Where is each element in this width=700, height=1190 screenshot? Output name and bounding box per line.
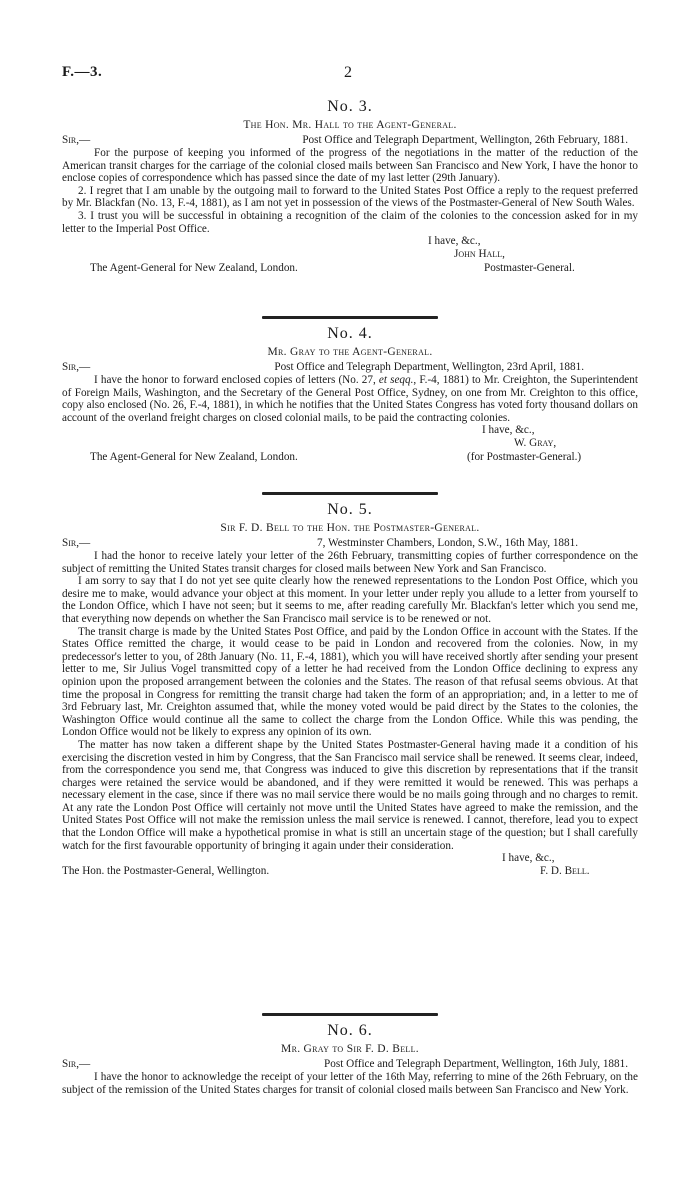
section-divider <box>262 492 438 495</box>
salutation: Sir,— <box>62 537 91 549</box>
letter-number: No. 4. <box>327 325 373 342</box>
paragraph: I have the honor to forward enclosed copies of letters (No. 27, et seqq., F.-4, 1881) to Mr. Creighton, the Superintendent of Foreign Mails, Washington, and the Secretary of the General Post Office, Sydney, on one from Mr. Creighton to this office, copy also enclosed (No. 26, F.-4, 1881), in which he notifies that the United States Congress has voted forty thousand dollars on account of the overland freight charges on closed colonial mails, to be paid the contracting colonies. <box>62 374 638 424</box>
salutation: Sir,— <box>62 134 91 146</box>
signature-block <box>62 235 638 275</box>
letter-address: Post Office and Telegraph Department, Wellington, 16th July, 1881. <box>324 1058 628 1070</box>
letter-number: No. 3. <box>327 98 373 115</box>
letter-no-5 <box>62 501 638 880</box>
closing: I have, &c., <box>428 235 481 248</box>
section-divider <box>262 316 438 319</box>
signer: John Hall, <box>454 248 505 261</box>
letter-heading: Mr. Gray to the Agent-General. <box>267 346 433 358</box>
signer-title: Postmaster-General. <box>484 262 575 275</box>
letter-number: No. 5. <box>327 501 373 518</box>
addressee: The Agent-General for New Zealand, London. <box>90 451 298 464</box>
closing: I have, &c., <box>482 424 535 437</box>
closing: I have, &c., <box>502 852 555 865</box>
letter-no-4 <box>62 325 638 464</box>
signer: F. D. Bell. <box>540 865 590 878</box>
letter-no-3 <box>62 98 638 275</box>
salutation: Sir,— <box>62 1058 91 1070</box>
paragraph: For the purpose of keeping you informed of the progress of the negotiations in the matter of the reduction of the American transit charges for the carriage of the colonial closed mails between San Francisco and New York, I have the honor to enclose copies of correspondence which has passed since the date of my last letter (29th January). <box>62 147 638 185</box>
letter-body <box>62 1071 638 1096</box>
page-header <box>62 64 662 84</box>
paragraph: 2. I regret that I am unable by the outgoing mail to forward to the United States Post Office a reply to the request preferred by Mr. Blackfan (No. 13, F.-4, 1881), as I am not yet in possession of the views of the Postmaster-General of New South Wales. <box>62 184 638 210</box>
signer-title: (for Postmaster-General.) <box>467 451 582 464</box>
letter-address: Post Office and Telegraph Department, Wellington, 23rd April, 1881. <box>274 361 584 373</box>
paragraph: 3. I trust you will be successful in obtaining a recognition of the claim of the colonies to the concession asked for in my letter to the Imperial Post Office. <box>62 209 638 235</box>
letter-body <box>62 550 638 852</box>
paragraph: I had the honor to receive lately your letter of the 26th February, transmitting copies of further correspondence on the subject of remitting the United States transit charges for closed mails between New York and San Francisco. <box>62 550 638 575</box>
paragraph: The transit charge is made by the United States Post Office, and paid by the London Office in account with the States. If the States Office remitted the charge, it would cease to be paid in London and recovered from the colonies. Now, in my predecessor's letter to you, of 28th January (No. 11, F.-4, 1881), which you will have received shortly after sending your present letter to me, Sir Julius Vogel transmitted copy of a letter he had received from the London Office declining to express any opinion upon the proposed arrangement between the colonies and the States. The reason of that refusal seems obvious. At that time the proposal in Congress for remitting the transit charge had taken the form of an appropriation; and, in a letter to me of 3rd February last, Mr. Creighton assumed that, while the money voted would be paid direct by the States to the colonies, the Washington Office would continue all the same to collect the charge from the London Office. While this was pending, the London Office would not be likely to express any opinion of its own. <box>62 625 638 739</box>
document-reference: F.—3. <box>62 64 103 80</box>
signature-block <box>62 852 638 880</box>
paragraph: I have the honor to acknowledge the receipt of your letter of the 16th May, referring to mine of the 26th February, on the subject of the remission of the United States charges for transit of colonial closed mails between San Francisco and New York. <box>62 1071 638 1096</box>
addressee: The Agent-General for New Zealand, London. <box>90 262 298 275</box>
letter-body <box>62 147 638 235</box>
signature-block <box>62 424 638 464</box>
page-number: 2 <box>344 64 352 81</box>
paragraph: I am sorry to say that I do not yet see quite clearly how the renewed representations to the London Post Office, which you desire me to make, would advance your object at this moment. In your letter under reply you allude to a letter from yourself to the London Office, which I have not seen; but it seems to me, after reading carefully Mr. Blackfan's letter which you send me, that everything now depends on whether the San Francisco mail service is to be renewed or not. <box>62 575 638 625</box>
letter-address: 7, Westminster Chambers, London, S.W., 16th May, 1881. <box>317 537 578 549</box>
signer: W. Gray, <box>514 437 557 450</box>
letter-heading: Sir F. D. Bell to the Hon. the Postmaster-General. <box>220 522 480 534</box>
paragraph: The matter has now taken a different shape by the United States Postmaster-General having made it a condition of his exercising the discretion vested in him by Congress, that the San Francisco mail service shall be renewed. It seems clear, indeed, from the correspondence you send me, that Congress was induced to give this discretion by representations that if the transit charges were retained the service would be abandoned, and if they were remitted it would be renewed. This was perhaps a necessary element in the case, since if there was no mail service there would be no mails going through and no charges to remit. At any rate the London Post Office will certainly not move until the United States have agreed to make the remission, and the United States Post Office will not make the remission unless the mail service is renewed. I cannot, therefore, lead you to expect that the London Office will make a hypothetical promise in what is still an uncertain stage of the question; but I shall carefully watch for the first favourable opportunity of bringing it again under their consideration. <box>62 738 638 852</box>
letter-body <box>62 374 638 424</box>
section-divider <box>262 1013 438 1016</box>
letter-no-6 <box>62 1022 638 1096</box>
salutation: Sir,— <box>62 361 91 373</box>
letter-heading: Mr. Gray to Sir F. D. Bell. <box>281 1043 419 1055</box>
letter-heading: The Hon. Mr. Hall to the Agent-General. <box>243 119 457 131</box>
letter-address: Post Office and Telegraph Department, Wellington, 26th February, 1881. <box>302 134 628 146</box>
letter-number: No. 6. <box>327 1022 373 1039</box>
addressee: The Hon. the Postmaster-General, Wellington. <box>62 865 270 878</box>
